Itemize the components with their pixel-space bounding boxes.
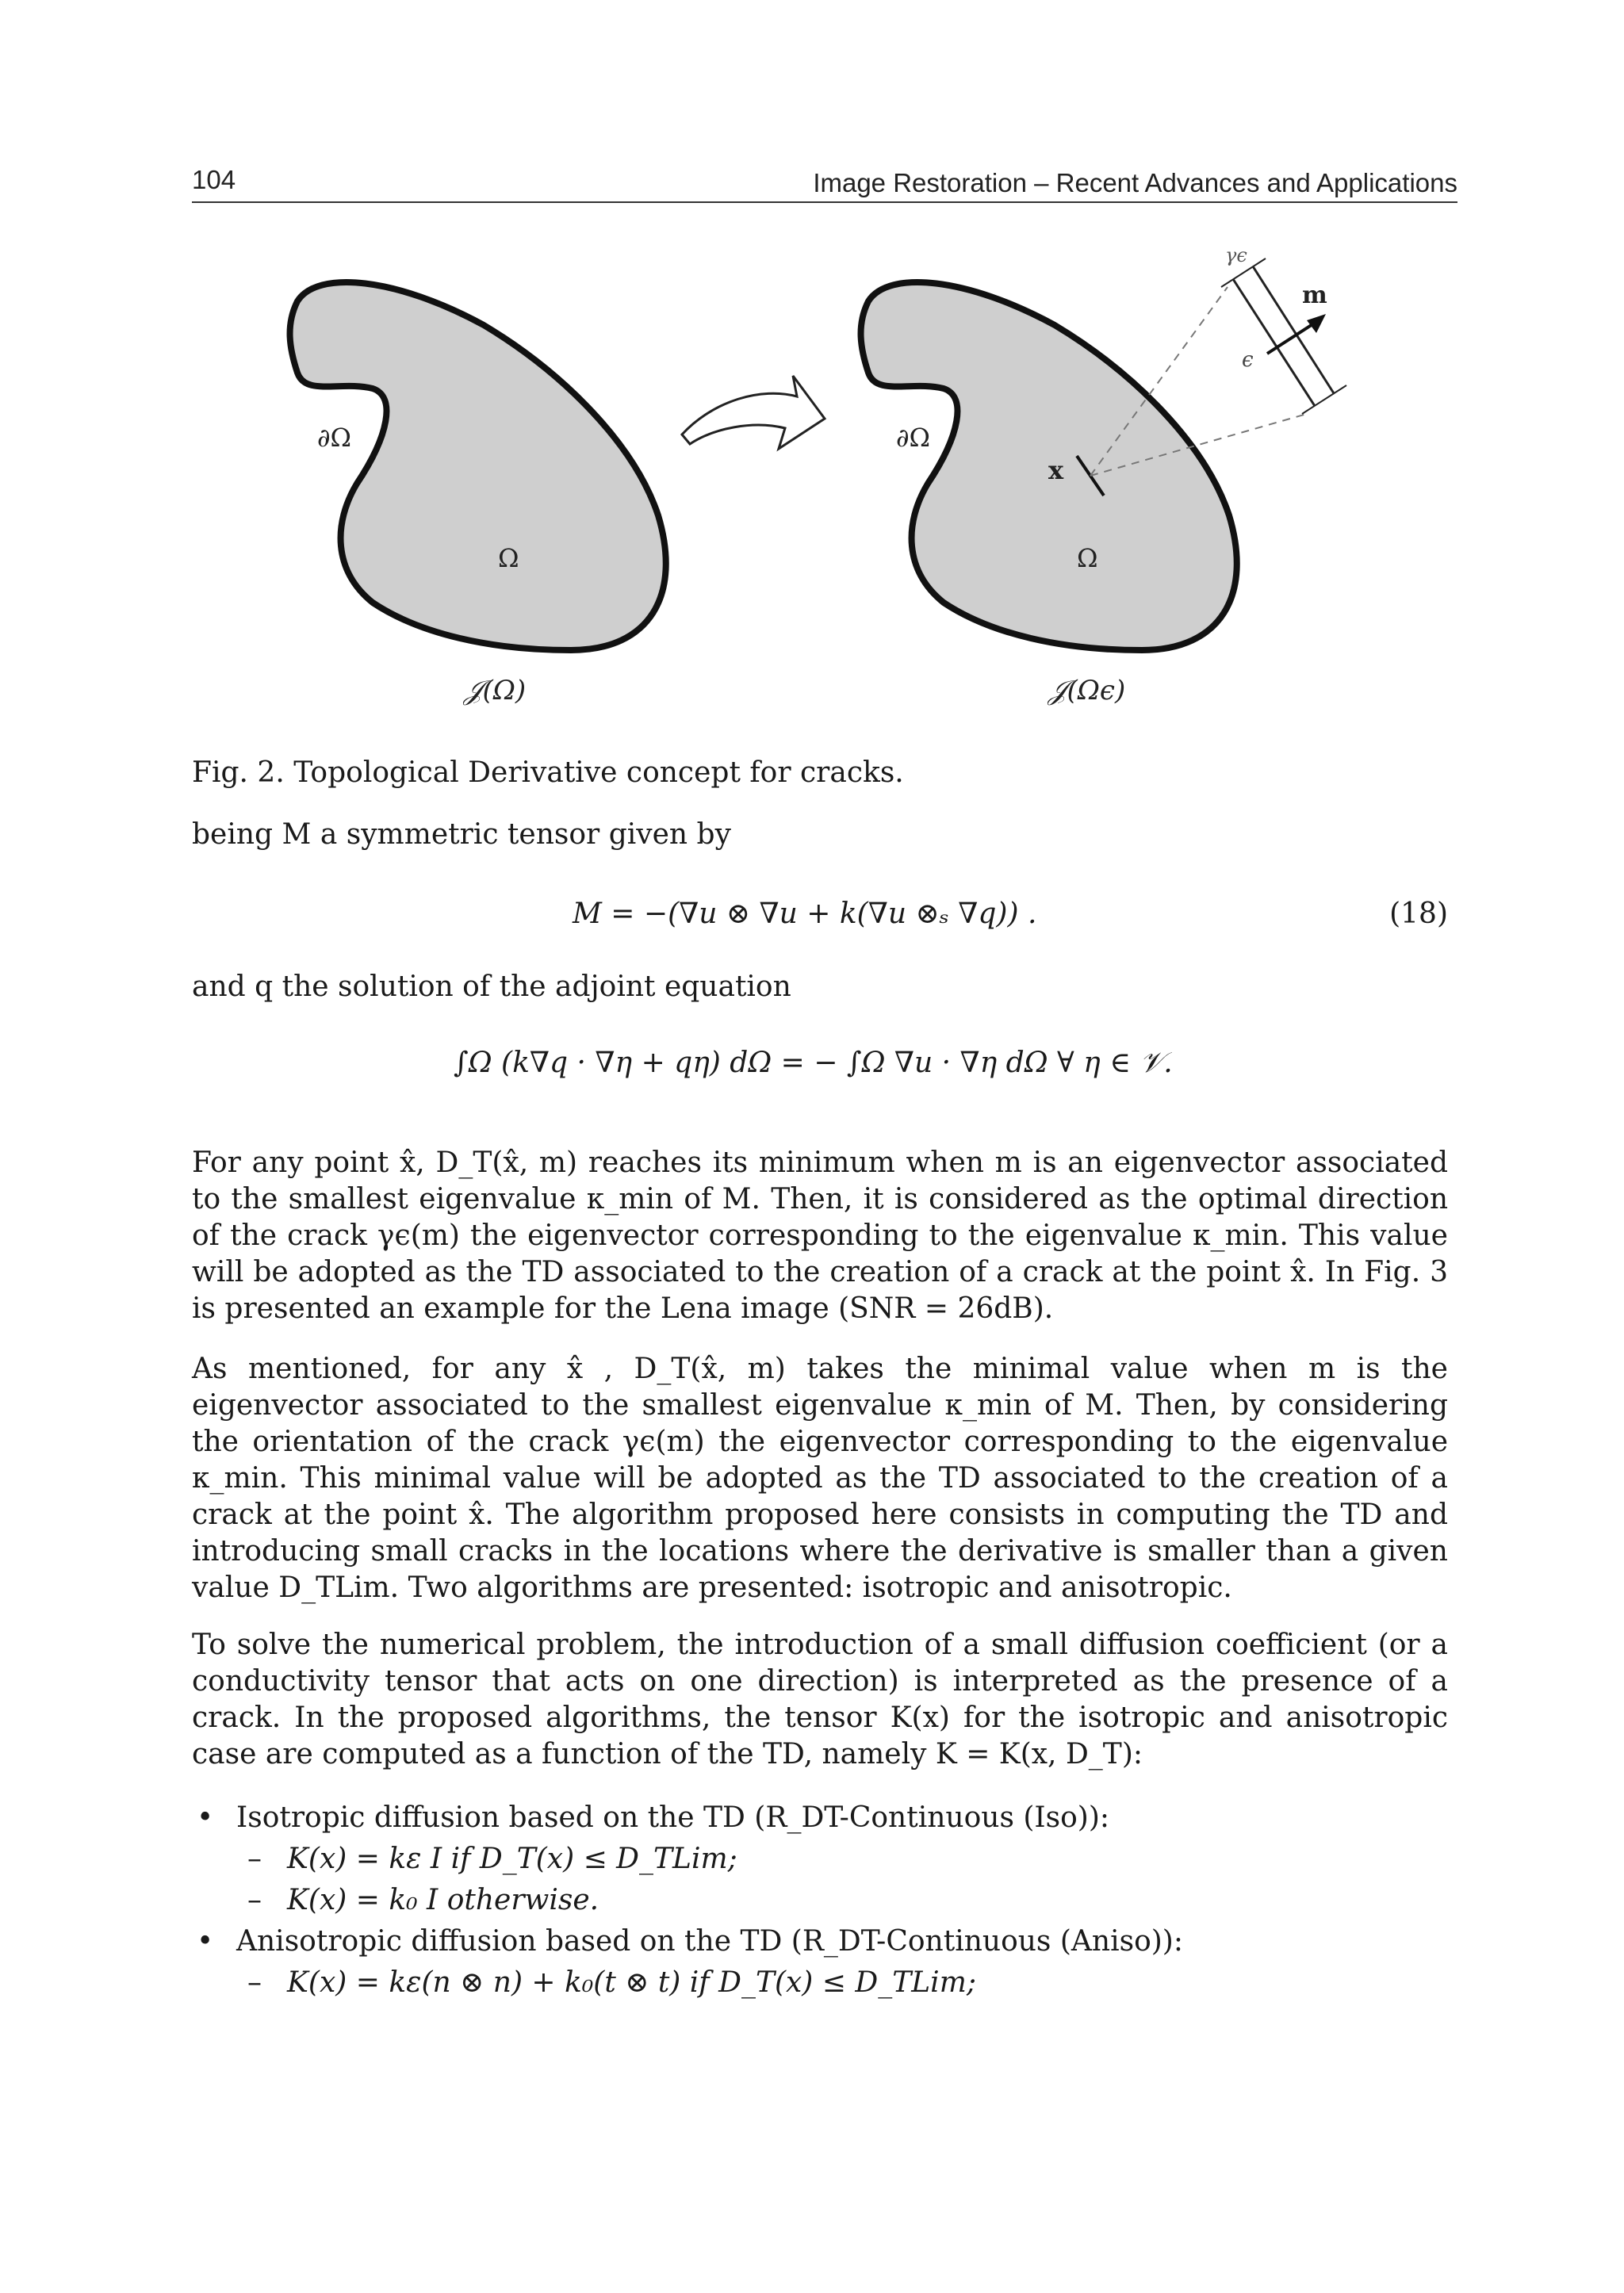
list-item <box>192 1800 1448 1841</box>
right-domain-label: Ω <box>1077 543 1098 573</box>
list-item <box>192 1965 1448 2006</box>
algorithm-list <box>192 1800 1448 2006</box>
list-item <box>192 1841 1448 1882</box>
equation-adjoint-math: ∫Ω (k∇q · ∇η + qη) dΩ = − ∫Ω ∇u · ∇η dΩ ∀ η ∈ 𝒱. <box>454 1047 1173 1079</box>
paragraph-adjoint-intro: and q the solution of the adjoint equation <box>192 970 791 1003</box>
dash-marker: – <box>247 1966 262 1999</box>
paragraph-numerical: To solve the numerical problem, the introduction of a small diffusion coefficient (or a conductivity tensor that acts on one direction) is interpreted as the presence of a crack. In the proposed algorithms, the tensor K(x) for the isotropic and anisotropic case are computed as a function of the TD, namely K = K(x, D_T): <box>192 1629 1448 1770</box>
left-domain-label: Ω <box>498 543 519 573</box>
paragraph-eigenvector: For any point x̂, D_T(x̂, m) reaches its minimum when m is an eigenvector associated to the smallest eigenvalue κ_min of M. Then, it is considered as the optimal direction of the crack γϵ(m) the eigenvector corresponding to the eigenvalue κ_min. This value will be adopted as the TD associated to the creation of a crack at the point x̂. In Fig. 3 is presented an example for the Lena image (SNR = 26dB). <box>192 1146 1448 1325</box>
figure-caption: Fig. 2. Topological Derivative concept for cracks. <box>192 756 904 789</box>
equation-adjoint <box>192 1037 1448 1097</box>
list-item <box>192 1924 1448 1965</box>
equation-18-number: (18) <box>1389 898 1448 930</box>
running-title: Image Restoration – Recent Advances and Applications <box>813 168 1457 197</box>
normal-m-label: m <box>1302 281 1327 309</box>
right-boundary-label: ∂Ω <box>896 423 931 453</box>
figure-topological-derivative <box>0 0 1624 745</box>
tick-bottom <box>1302 385 1346 414</box>
right-functional-label: 𝒥(Ωϵ) <box>1048 675 1126 706</box>
list-item-text: K(x) = kε(n ⊗ n) + k₀(t ⊗ t) if D_T(x) ≤ D_TLim; <box>287 1966 976 1999</box>
list-item-text: K(x) = k₀ I otherwise. <box>287 1884 599 1916</box>
paragraph-tensor-intro: being M a symmetric tensor given by <box>192 818 731 851</box>
bullet-marker: • <box>197 1925 214 1958</box>
bullet-marker: • <box>197 1801 214 1834</box>
left-boundary-label: ∂Ω <box>317 423 352 453</box>
crack-gamma-label: γϵ <box>1225 244 1247 266</box>
list-item-text: Anisotropic diffusion based on the TD (R_DT-Continuous (Aniso)): <box>236 1925 1183 1958</box>
dash-marker: – <box>247 1884 262 1916</box>
page-number: 104 <box>192 165 236 194</box>
equation-18 <box>192 890 1448 945</box>
left-functional-label: 𝒥(Ω) <box>464 675 527 706</box>
dash-marker: – <box>247 1843 262 1875</box>
left-domain-shape <box>290 282 666 650</box>
paragraph-algorithm: As mentioned, for any x̂ , D_T(x̂, m) takes the minimal value when m is the eigenvector associated to the smallest eigenvalue κ_min of M. Then, by considering the orientation of the crack γϵ(m) the eigenvector corresponding to the eigenvalue κ_min. This minimal value will be adopted as the TD associated to the creation of a crack at the point x̂. The algorithm proposed here consists in computing the TD and introducing small cracks in the locations where the derivative is smaller than a given value D_TLim. Two algorithms are presented: isotropic and anisotropic. <box>192 1353 1448 1604</box>
normal-arrow-head-icon <box>1307 314 1326 333</box>
list-item <box>192 1882 1448 1924</box>
epsilon-label: ϵ <box>1242 348 1254 372</box>
equation-18-math: M = −(∇u ⊗ ∇u + k(∇u ⊗ₛ ∇q)) . <box>573 898 1037 930</box>
transition-arrow-icon <box>682 376 825 449</box>
list-item-text: Isotropic diffusion based on the TD (R_DT-Continuous (Iso)): <box>236 1801 1110 1834</box>
point-x-label: x <box>1048 455 1064 485</box>
list-item-text: K(x) = kε I if D_T(x) ≤ D_TLim; <box>287 1843 737 1875</box>
